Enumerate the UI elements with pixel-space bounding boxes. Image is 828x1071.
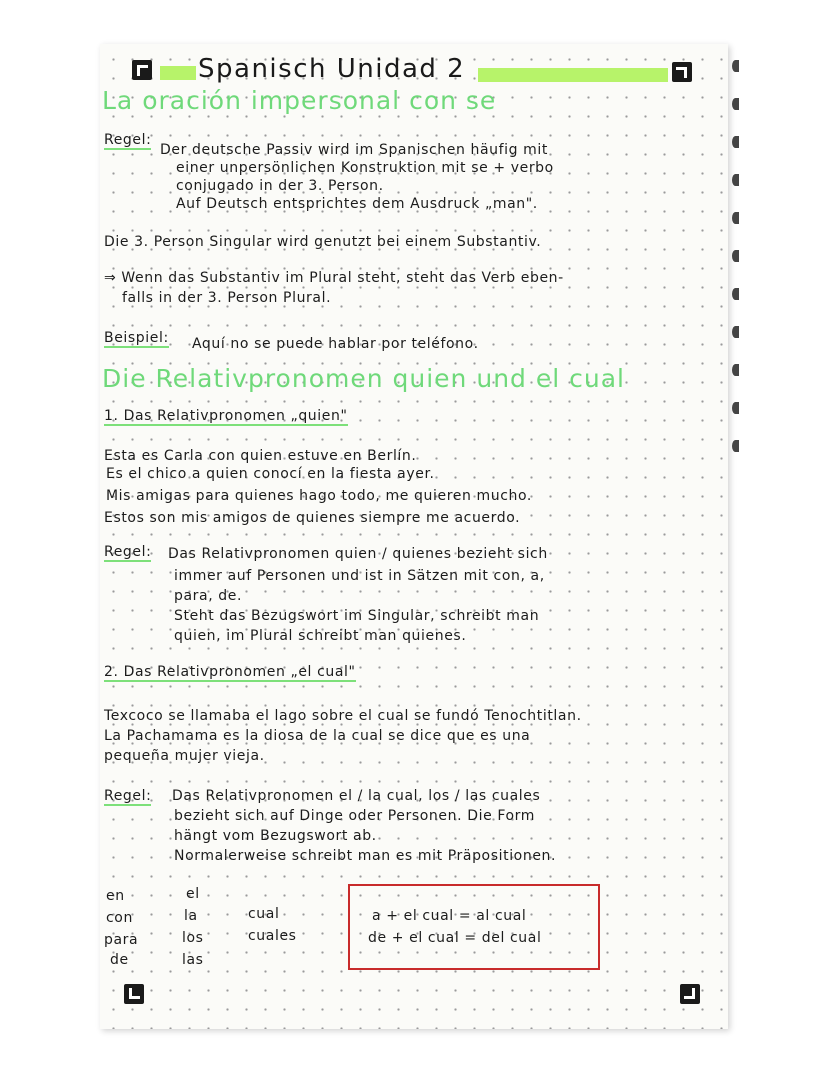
example-cual-1: Texcoco se llamaba el lago sobre el cual se fundó Tenochtitlan.	[104, 708, 582, 724]
regel2-line-4: Normalerweise schreibt man es mit Präpositionen.	[174, 848, 557, 864]
prep-en: en	[106, 888, 125, 904]
corner-bottom-right-icon	[680, 984, 700, 1004]
section2-title: Die Relativpronomen quien und el cual	[102, 364, 625, 393]
beispiel-label: Beispiel:	[104, 330, 169, 346]
section1-title: La oración impersonal con se	[102, 86, 497, 115]
example-quien-2: Es el chico a quien conocí en la fiesta ayer.	[106, 466, 435, 482]
page-title: Spanisch Unidad 2	[198, 54, 466, 84]
binder-holes	[732, 60, 744, 540]
example-cual-3: pequeña mujer vieja.	[104, 748, 265, 764]
example-quien-1: Esta es Carla con quien estuve en Berlín.	[104, 448, 417, 464]
contraction-al: a + el cual = al cual	[372, 908, 527, 924]
regel1-line-4: Steht das Bezugswort im Singular, schreibt man	[174, 608, 540, 624]
contraction-box	[348, 884, 600, 970]
regel-line-4: Auf Deutsch entsprichtes dem Ausdruck „man".	[176, 196, 538, 212]
contraction-del: de + el cual = del cual	[368, 930, 542, 946]
regel1-line-3: para, de.	[174, 588, 243, 604]
regel1-line-1: Das Relativpronomen quien / quienes bezieht sich	[168, 546, 548, 562]
article-el: el	[186, 886, 200, 902]
corner-top-right-icon	[672, 62, 692, 82]
header-highlight-left	[160, 66, 196, 80]
regel2-label: Regel:	[104, 788, 152, 804]
plural-note-1: ⇒ Wenn das Substantiv im Plural steht, steht das Verb eben-	[104, 270, 564, 286]
plural-note-2: falls in der 3. Person Plural.	[122, 290, 332, 306]
prep-para: para	[104, 932, 139, 948]
corner-bottom-left-icon	[124, 984, 144, 1004]
subheading-el-cual: 2. Das Relativpronomen „el cual"	[104, 664, 356, 680]
regel2-line-2: bezieht sich auf Dinge oder Personen. Die Form	[174, 808, 535, 824]
header-highlight-right	[478, 68, 668, 82]
corner-top-left-icon	[132, 60, 152, 80]
article-la: la	[184, 908, 198, 924]
prep-de: de	[110, 952, 129, 968]
prep-con: con	[106, 910, 133, 926]
article-las: las	[182, 952, 204, 968]
example-quien-4: Estos son mis amigos de quienes siempre me acuerdo.	[104, 510, 521, 526]
regel1-line-2: immer auf Personen und ist in Sätzen mit con, a,	[174, 568, 545, 584]
regel-line-1: Der deutsche Passiv wird im Spanischen häufig mit	[160, 142, 548, 158]
regel-line-3: conjugado in der 3. Person.	[176, 178, 384, 194]
regel-label: Regel:	[104, 132, 152, 148]
regel1-label: Regel:	[104, 544, 152, 560]
regel2-line-1: Das Relativpronomen el / la cual, los / las cuales	[172, 788, 541, 804]
regel2-line-3: hängt vom Bezugswort ab.	[174, 828, 377, 844]
regel1-line-5: quien, im Plural schreibt man quienes.	[174, 628, 467, 644]
form-cual: cual	[248, 906, 280, 922]
form-cuales: cuales	[248, 928, 297, 944]
article-los: los	[182, 930, 204, 946]
subheading-quien: 1. Das Relativpronomen „quien"	[104, 408, 348, 424]
example-quien-3: Mis amigas para quienes hago todo, me quieren mucho.	[106, 488, 532, 504]
regel-line-2: einer unpersönlichen Konstruktion mit se + verbo	[176, 160, 554, 176]
example-cual-2: La Pachamama es la diosa de la cual se dice que es una	[104, 728, 531, 744]
singular-note: Die 3. Person Singular wird genutzt bei einem Substantiv.	[104, 234, 542, 250]
beispiel-text: Aquí no se puede hablar por teléfono.	[192, 336, 479, 352]
